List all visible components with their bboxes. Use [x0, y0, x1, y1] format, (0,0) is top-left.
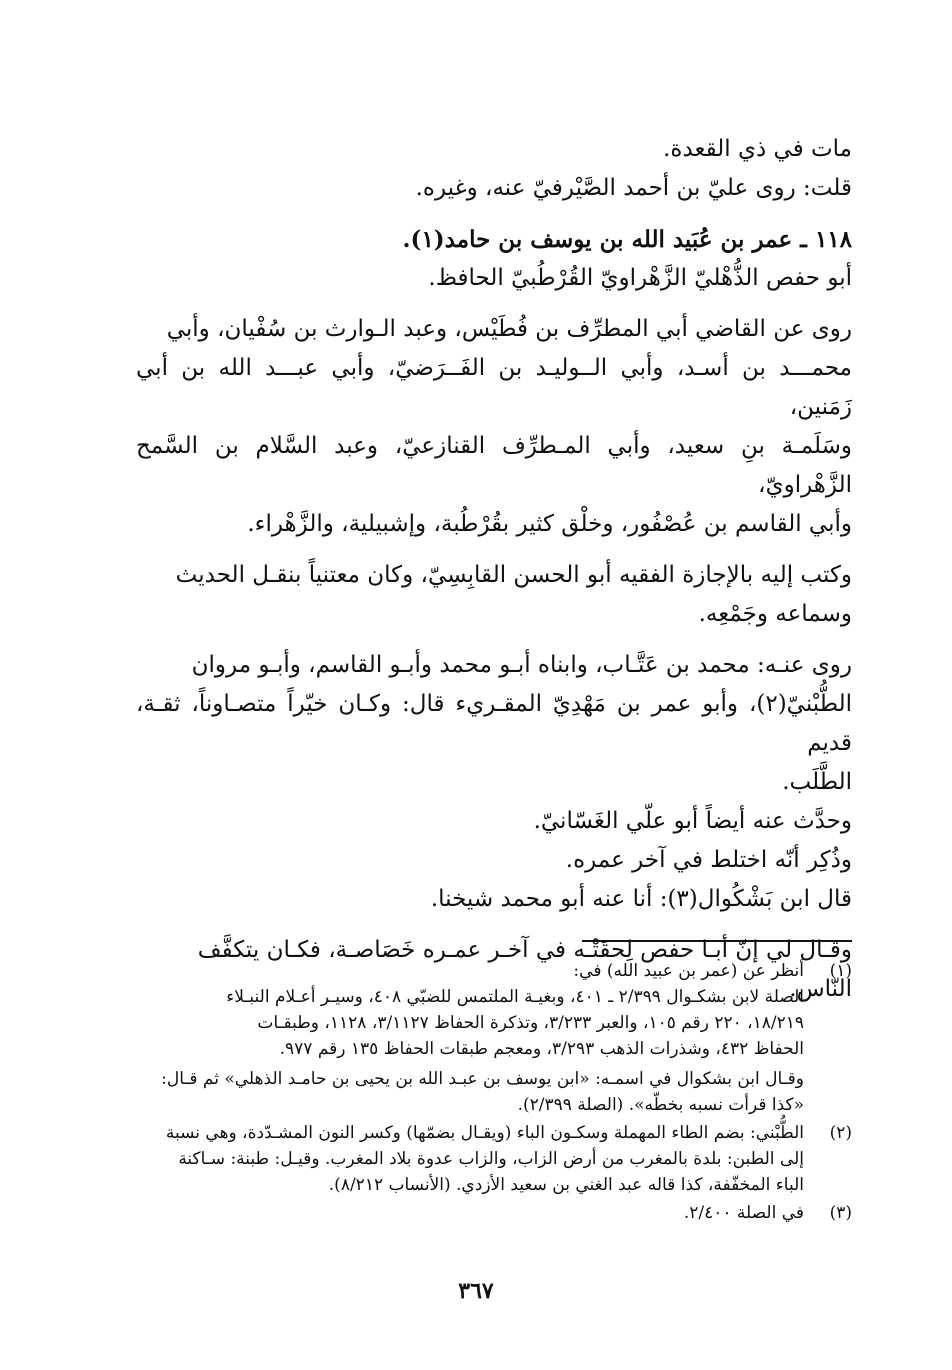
page-number: ٣٦٧ — [458, 1278, 494, 1304]
entry-heading: ١١٨ ـ عمر بن عُبَيد الله بن يوسف بن حامد(١). — [402, 226, 852, 253]
entry-subheading: أبو حفص الذُّهْليّ الزَّهْراويّ القُرْطُبيّ الحافظ. — [428, 265, 852, 291]
footnote-number: (٣) — [829, 1203, 852, 1223]
footnote-line: الصلة لابن بشكـوال ٢/٣٩٩ ـ ٤٠١، وبغيـة الملتمس للضبّي ٤٠٨، وسيـر أعـلام النبـلاء — [226, 987, 804, 1007]
text-line: الطَّلَب. — [782, 769, 852, 795]
footnote-divider — [582, 940, 852, 942]
text-line: الطُّبْنيّ(٢)، وأبو عمر بن مَهْدِيّ المقـريء قال: وكـان خيّراً متصـاوناً، ثقـة، قديم — [136, 691, 852, 756]
footnote-number: (٢) — [829, 1123, 852, 1143]
paragraph — [136, 802, 852, 919]
text-line: النّاس. — [789, 976, 852, 1002]
text-line: وقـال لي إنّ أبـا حفص لِحقَتْـه في آخـر عمـره خَصَاصـة، فكـان يتكفَّف — [197, 937, 852, 963]
text-line: وسماعه وجَمْعِه. — [698, 601, 852, 627]
text-line: مات في ذي القعدة. — [663, 136, 852, 162]
footnote-line: الباء المخفّفة، كذا قاله عبد الغني بن سعيد الأزدي. (الأنساب ٨/٢١٢). — [328, 1175, 804, 1195]
text-line: روى عن القاضي أبي المطرِّف بن فُطَيْس، وعبد الـوارث بن سُفْيان، وأبي — [166, 316, 852, 342]
footnote-line: «كذا قرأت نسبه بخطّه». (الصلة ٢/٣٩٩). — [517, 1095, 804, 1115]
text-line: قلت: روى عليّ بن أحمد الصَّيْرفيّ عنه، وغيره. — [415, 175, 852, 201]
footnote-1 — [136, 958, 852, 1118]
footnote-line: وقـال ابن بشكوال في اسمـه: «ابن يوسف بن عبـد الله بن يحيى بن حامـد الذهلي» ثم قـال: — [161, 1069, 804, 1089]
footnote-line: أنظر عن (عمر بن عبيد الله) في: — [573, 961, 804, 981]
paragraph — [136, 646, 852, 802]
main-text — [136, 130, 852, 1009]
footnote-subparagraph — [136, 1066, 804, 1118]
text-line: وذُكِر أنّه اختلط في آخر عمره. — [565, 847, 852, 873]
biography-entry-header — [136, 220, 852, 298]
text-line: قال ابن بَشْكُوال(٣): أنا عنه أبو محمد شيخنا. — [430, 886, 852, 912]
footnote-line: إلى الطبن: بلدة بالمغرب من أرض الزاب، والزاب عدوة بلاد المغرب. وقيـل: طبنة: سـاكنة — [178, 1149, 804, 1169]
footnote-line: الطُّبْني: بضم الطاء المهملة وسكـون الباء (ويقـال بضمّها) وكسر النون المشـدّدة، وهي نسبة — [165, 1123, 804, 1143]
footnote-line: ١٨/٢١٩، ٢٢٠ رقم ١٠٥، والعبر ٣/٢٣٣، وتذكرة الحفاظ ٣/١١٢٧، ١١٢٨، وطبقـات — [257, 1013, 804, 1033]
footnote-line: في الصلة ٢/٤٠٠. — [683, 1203, 804, 1223]
text-line: وسَلَمـة بنِ سعيد، وأبي المـطرِّف القنازعيّ، وعبد السَّلام بن السَّمح الزَّهْراويّ، — [136, 433, 852, 498]
text-line: محمـــد بن أسـد، وأبي الــوليـد بن الفَــرَضيّ، وأبي عبـــد الله بن أبي زَمَنين، — [136, 355, 852, 420]
text-line: وحدَّث عنه أيضاً أبو علّي الغَسّانيّ. — [533, 808, 852, 834]
text-line: روى عنـه: محمد بن عَتَّـاب، وابناه أبـو محمد وأبـو القاسم، وأبـو مروان — [191, 652, 852, 678]
paragraph — [136, 556, 852, 634]
text-line: وأبي القاسم بن عُصْفُور، وخلْق كثير بقُرْطُبة، وإشبيلية، والزَّهْراء. — [247, 511, 852, 537]
footnote-3 — [136, 1200, 852, 1226]
footnote-line: الحفاظ ٤٣٢، وشذرات الذهب ٣/٢٩٣، ومعجم طبقات الحفاظ ١٣٥ رقم ٩٧٧. — [279, 1039, 804, 1059]
text-line: وكتب إليه بالإجازة الفقيه أبو الحسن القابِسِيّ، وكان معتنياً بنقـل الحديث — [175, 562, 852, 588]
footnote-number: (١) — [829, 961, 852, 981]
footnotes — [136, 958, 852, 1228]
footnote-2 — [136, 1120, 852, 1198]
paragraph — [136, 310, 852, 544]
